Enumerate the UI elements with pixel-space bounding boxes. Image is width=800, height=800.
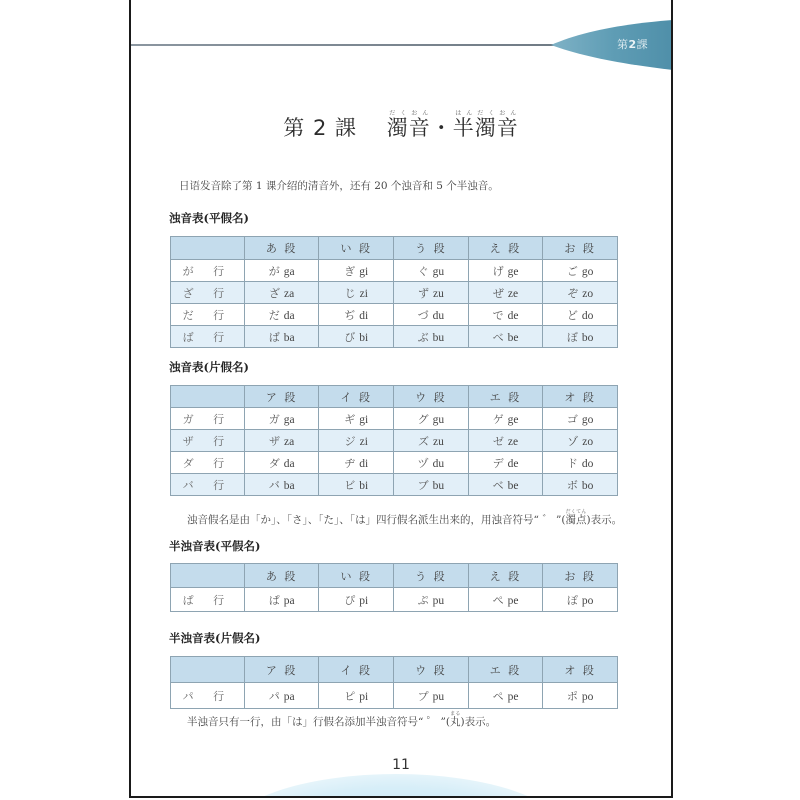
kana-char: ゴ (566, 412, 578, 426)
kana-cell (319, 430, 394, 452)
kana-cell (468, 304, 543, 326)
kana-char: げ (492, 264, 504, 278)
row-header: だ 行 (171, 304, 245, 326)
kana-char: が (268, 264, 280, 278)
romaji: de (507, 309, 519, 322)
kana-char: ザ (269, 434, 281, 448)
column-header: ウ 段 (394, 657, 469, 683)
row-header: が 行 (171, 260, 245, 282)
table-row (171, 326, 618, 348)
kana-char: び (344, 330, 356, 344)
title-char: 濁だく (386, 110, 409, 140)
table-row (171, 260, 618, 282)
kana-cell (543, 326, 618, 348)
column-header: イ 段 (319, 657, 394, 683)
kana-cell (543, 282, 618, 304)
kana-char: ぞ (567, 286, 579, 300)
romaji: zo (582, 287, 594, 300)
kana-char: ど (566, 308, 578, 322)
kana-cell (394, 408, 469, 430)
kana-cell (468, 260, 543, 282)
kana-char: ゼ (492, 434, 504, 448)
kana-cell (543, 260, 618, 282)
table-header-row (171, 657, 618, 683)
romaji: gi (359, 265, 369, 278)
lesson-tab-label: 第2課 (617, 38, 649, 51)
kana-char: ず (417, 286, 429, 300)
table-row (171, 282, 618, 304)
dakuon-hiragana-table (170, 236, 618, 348)
kana-char: ズ (417, 434, 429, 448)
romaji: ba (283, 331, 295, 344)
kana-char: ヂ (344, 456, 356, 470)
row-header: パ 行 (171, 683, 245, 709)
kana-char: ボ (566, 478, 578, 492)
kana-char: ぢ (344, 308, 356, 322)
table-row (171, 408, 618, 430)
romaji: ga (283, 265, 295, 278)
kana-cell (319, 260, 394, 282)
romaji: pa (283, 690, 295, 703)
column-header: お 段 (543, 237, 618, 260)
kana-cell (394, 452, 469, 474)
kana-char: ば (268, 330, 280, 344)
title-char: 音おん (496, 110, 519, 140)
section-label-dakuon-hiragana: 浊音表(平假名) (169, 211, 249, 225)
kana-cell (319, 474, 394, 496)
kana-cell (468, 588, 543, 612)
romaji: bo (581, 331, 594, 344)
romaji: gu (432, 413, 445, 426)
kana-cell (244, 588, 319, 612)
romaji: ba (283, 479, 295, 492)
kana-char: だ (268, 308, 280, 322)
row-header: ざ 行 (171, 282, 245, 304)
column-header: オ 段 (543, 657, 618, 683)
romaji: ga (283, 413, 295, 426)
table-header-row (171, 386, 618, 408)
table-row (171, 588, 618, 612)
handakuon-katakana-table (170, 656, 618, 709)
kana-cell (244, 260, 319, 282)
romaji: za (284, 435, 295, 448)
romaji: ze (507, 435, 519, 448)
kana-cell (468, 282, 543, 304)
kana-cell (244, 452, 319, 474)
romaji: ge (507, 265, 519, 278)
romaji: bu (432, 331, 445, 344)
kana-cell (244, 304, 319, 326)
title-char: 音おん (408, 110, 431, 140)
kana-cell (394, 326, 469, 348)
romaji: pa (283, 594, 295, 607)
romaji: bi (359, 479, 369, 492)
romaji: be (507, 479, 519, 492)
romaji: de (507, 457, 519, 470)
kana-char: ピ (344, 689, 356, 703)
kana-char: ド (566, 456, 578, 470)
kana-cell (319, 452, 394, 474)
section-label-handakuon-hiragana: 半浊音表(平假名) (169, 539, 261, 553)
kana-char: ポ (566, 689, 578, 703)
title-char: 半はん (452, 110, 475, 140)
kana-char: づ (417, 308, 429, 322)
row-header: ぱ 行 (171, 588, 245, 612)
kana-cell (319, 326, 394, 348)
kana-cell (468, 474, 543, 496)
kana-char: ペ (492, 689, 504, 703)
kana-cell (244, 474, 319, 496)
kana-char: ゲ (492, 412, 504, 426)
lesson-tab (551, 20, 673, 70)
row-header: ガ 行 (171, 408, 245, 430)
kana-cell (319, 588, 394, 612)
kana-char: デ (492, 456, 504, 470)
kana-cell (394, 304, 469, 326)
kana-char: グ (417, 412, 429, 426)
kana-char: ぽ (566, 593, 578, 607)
romaji: du (432, 309, 445, 322)
table-header-row (171, 237, 618, 260)
romaji: zu (432, 435, 444, 448)
romaji: da (283, 457, 295, 470)
romaji: pe (507, 594, 519, 607)
kana-char: ぶ (417, 330, 429, 344)
column-header: あ 段 (244, 564, 319, 588)
page-title (131, 110, 671, 142)
column-header: イ 段 (319, 386, 394, 408)
romaji: pi (359, 594, 369, 607)
kana-cell (468, 408, 543, 430)
kana-cell (244, 683, 319, 709)
romaji: go (581, 265, 594, 278)
column-header: え 段 (468, 237, 543, 260)
kana-cell (543, 452, 618, 474)
section-label-dakuon-katakana: 浊音表(片假名) (169, 360, 249, 374)
column-header: ウ 段 (394, 386, 469, 408)
kana-char: ゾ (567, 434, 579, 448)
kana-char: ぴ (344, 593, 356, 607)
kana-char: ダ (268, 456, 280, 470)
romaji: bu (432, 479, 445, 492)
kana-char: ぐ (417, 264, 429, 278)
column-header: あ 段 (244, 237, 319, 260)
kana-cell (319, 408, 394, 430)
kana-char: ぺ (492, 593, 504, 607)
romaji: pe (507, 690, 519, 703)
kana-cell (394, 282, 469, 304)
romaji: pu (432, 690, 445, 703)
column-header: う 段 (394, 564, 469, 588)
kana-cell (319, 304, 394, 326)
romaji: ze (507, 287, 519, 300)
column-header: オ 段 (543, 386, 618, 408)
kana-cell (394, 474, 469, 496)
kana-cell (244, 282, 319, 304)
kana-char: ぎ (344, 264, 356, 278)
dakuon-katakana-table (170, 385, 618, 496)
kana-cell (543, 474, 618, 496)
romaji: do (581, 457, 594, 470)
kana-char: ぷ (417, 593, 429, 607)
kana-char: で (492, 308, 504, 322)
kana-char: ヅ (417, 456, 429, 470)
romaji: bo (581, 479, 594, 492)
kana-cell (468, 430, 543, 452)
romaji: gu (432, 265, 445, 278)
kana-char: ビ (344, 478, 356, 492)
column-header (171, 237, 245, 260)
kana-char: ガ (268, 412, 280, 426)
column-header: い 段 (319, 237, 394, 260)
kana-cell (319, 282, 394, 304)
kana-char: ギ (344, 412, 356, 426)
column-header: え 段 (468, 564, 543, 588)
kana-cell (543, 304, 618, 326)
kana-char: ブ (417, 478, 429, 492)
romaji: po (581, 690, 594, 703)
kana-cell (244, 408, 319, 430)
romaji: zo (582, 435, 594, 448)
section-label-handakuon-katakana: 半浊音表(片假名) (169, 631, 261, 645)
kana-char: バ (268, 478, 280, 492)
kana-cell (468, 683, 543, 709)
romaji: po (581, 594, 594, 607)
kana-char: プ (417, 689, 429, 703)
row-header: バ 行 (171, 474, 245, 496)
header-rule (131, 44, 571, 46)
bottom-decoration (226, 774, 566, 798)
kana-cell (244, 326, 319, 348)
column-header: エ 段 (468, 386, 543, 408)
romaji: gi (359, 413, 369, 426)
kana-cell (394, 683, 469, 709)
romaji: ge (507, 413, 519, 426)
table-row (171, 683, 618, 709)
page-number: 11 (392, 757, 410, 773)
kana-char: じ (344, 286, 356, 300)
title-separator: ・ (430, 116, 453, 140)
romaji: za (284, 287, 295, 300)
lesson-tab-shape-icon (551, 20, 673, 70)
table-row (171, 452, 618, 474)
romaji: zu (432, 287, 444, 300)
column-header (171, 564, 245, 588)
kana-char: ぼ (566, 330, 578, 344)
kana-char: ご (566, 264, 578, 278)
romaji: zi (359, 287, 368, 300)
kana-char: べ (492, 330, 504, 344)
romaji: go (581, 413, 594, 426)
column-header: エ 段 (468, 657, 543, 683)
kana-char: パ (268, 689, 280, 703)
kana-char: ぱ (268, 593, 280, 607)
kana-cell (319, 683, 394, 709)
intro-paragraph: 日语发音除了第 1 课介绍的清音外，还有 20 个浊音和 5 个半浊音。 (179, 180, 499, 192)
romaji: di (359, 457, 369, 470)
romaji: pu (432, 594, 445, 607)
romaji: di (359, 309, 369, 322)
romaji: du (432, 457, 445, 470)
handakuten-note: 半浊音只有一行，由「は」行假名添加半浊音符号“ ゜ ”(丸まる)表示。 (187, 711, 497, 728)
lesson-number: 第 2 課 (283, 116, 358, 140)
kana-cell (543, 430, 618, 452)
dakuten-note: 浊音假名是由「か」、「さ」、「た」、「は」四行假名派生出来的，用浊音符号“ ゛ ”(濁点だくてん)表示。 (187, 509, 623, 526)
romaji: zi (359, 435, 368, 448)
table-row (171, 430, 618, 452)
table-row (171, 474, 618, 496)
kana-cell (543, 683, 618, 709)
kana-cell (394, 430, 469, 452)
kana-char: ベ (492, 478, 504, 492)
kana-cell (468, 452, 543, 474)
column-header (171, 657, 245, 683)
row-header: ザ 行 (171, 430, 245, 452)
textbook-page (129, 0, 673, 798)
table-row (171, 304, 618, 326)
row-header: ば 行 (171, 326, 245, 348)
kana-char: ざ (269, 286, 281, 300)
column-header (171, 386, 245, 408)
kana-cell (394, 260, 469, 282)
romaji: do (581, 309, 594, 322)
kana-cell (244, 430, 319, 452)
kana-char: ジ (344, 434, 356, 448)
column-header: い 段 (319, 564, 394, 588)
kana-cell (394, 588, 469, 612)
kana-char: ぜ (492, 286, 504, 300)
column-header: う 段 (394, 237, 469, 260)
title-char: 濁だく (474, 110, 497, 140)
kana-cell (468, 326, 543, 348)
romaji: bi (359, 331, 369, 344)
column-header: お 段 (543, 564, 618, 588)
kana-cell (543, 408, 618, 430)
romaji: be (507, 331, 519, 344)
handakuon-hiragana-table (170, 563, 618, 612)
column-header: ア 段 (244, 657, 319, 683)
table-header-row (171, 564, 618, 588)
romaji: da (283, 309, 295, 322)
romaji: pi (359, 690, 369, 703)
column-header: ア 段 (244, 386, 319, 408)
kana-cell (543, 588, 618, 612)
row-header: ダ 行 (171, 452, 245, 474)
